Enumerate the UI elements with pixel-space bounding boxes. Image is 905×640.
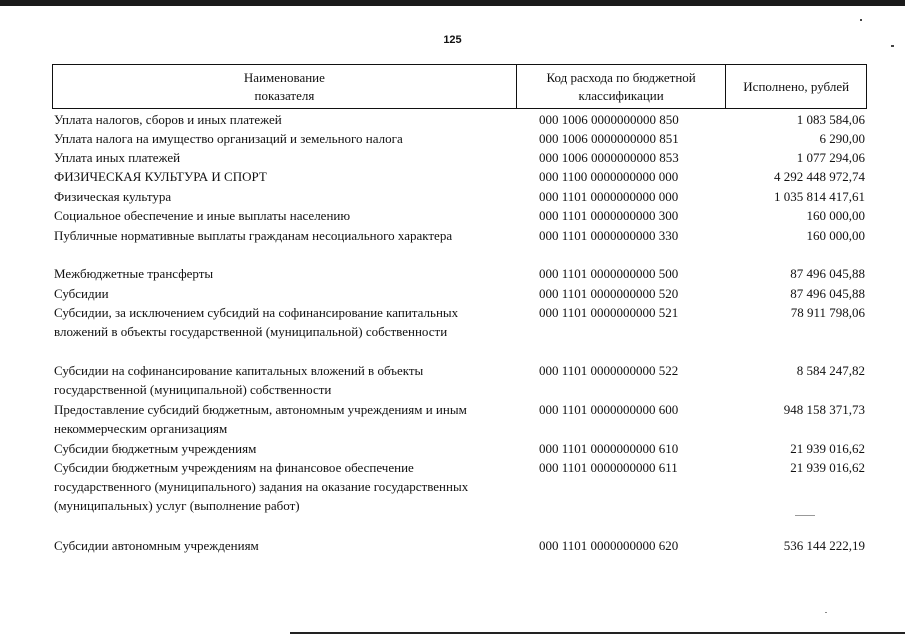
row-name: Субсидии бюджетным учреждениям на финансовое обеспечение государственного (муниципального) задания на оказание государственных (муниципальных) услуг (выполнение работ) — [54, 460, 469, 513]
row-code: 000 1101 0000000000 330 — [539, 228, 679, 243]
row-code: 000 1100 0000000000 000 — [539, 169, 679, 184]
row-name: Публичные нормативные выплаты гражданам несоциального характера — [54, 228, 453, 243]
scan-speck — [860, 19, 862, 21]
row-name: Субсидии, за исключением субсидий на софинансирование капитальных вложений в объекты государственной (муниципальной) собственности — [54, 305, 459, 339]
row-amount: 536 144 222,19 — [783, 538, 865, 553]
row-name: ФИЗИЧЕСКАЯ КУЛЬТУРА И СПОРТ — [54, 169, 267, 184]
row-amount: 160 000,00 — [806, 208, 865, 223]
scan-speck — [825, 612, 827, 613]
row-code: 000 1101 0000000000 620 — [539, 538, 679, 553]
row-amount: 6 290,00 — [819, 131, 865, 146]
row-code: 000 1101 0000000000 000 — [539, 189, 679, 204]
header-name: Наименование показателя — [53, 65, 517, 108]
row-code: 000 1006 0000000000 851 — [539, 131, 679, 146]
header-amount: Исполнено, рублей — [743, 78, 850, 94]
row-name: Физическая культура — [54, 189, 172, 204]
scan-speck — [891, 45, 894, 47]
row-amount: 1 083 584,06 — [796, 112, 865, 127]
row-name: Субсидии — [54, 286, 109, 301]
row-code: 000 1006 0000000000 850 — [539, 112, 679, 127]
header-code: Код расхода по бюджетной классификации — [517, 65, 726, 108]
row-amount: 21 939 016,62 — [790, 460, 865, 475]
row-code: 000 1101 0000000000 520 — [539, 286, 679, 301]
row-amount: 21 939 016,62 — [790, 441, 865, 456]
row-code: 000 1006 0000000000 853 — [539, 150, 679, 165]
row-name: Социальное обеспечение и иные выплаты населению — [54, 208, 351, 223]
row-name: Субсидии автономным учреждениям — [54, 538, 259, 553]
row-amount: 160 000,00 — [806, 228, 865, 243]
row-amount: 78 911 798,06 — [790, 305, 865, 320]
row-amount: 8 584 247,82 — [796, 363, 865, 378]
row-name: Уплата налога на имущество организаций и земельного налога — [54, 131, 403, 146]
row-code: 000 1101 0000000000 522 — [539, 363, 679, 378]
row-name: Предоставление субсидий бюджетным, автономным учреждениям и иным некоммерческим организациям — [54, 402, 467, 436]
row-amount: 4 292 448 972,74 — [774, 169, 865, 184]
row-name: Субсидии бюджетным учреждениям — [54, 441, 257, 456]
scan-bottom-border — [290, 632, 905, 634]
row-amount: 1 035 814 417,61 — [774, 189, 865, 204]
scan-speck — [795, 515, 815, 516]
row-code: 000 1101 0000000000 300 — [539, 208, 679, 223]
row-code: 000 1101 0000000000 500 — [539, 266, 679, 281]
row-name: Субсидии на софинансирование капитальных вложений в объекты государственной (муниципальной) собственности — [54, 363, 424, 397]
table-header — [52, 64, 867, 109]
row-code: 000 1101 0000000000 521 — [539, 305, 679, 320]
row-name: Межбюджетные трансферты — [54, 266, 214, 281]
row-amount: 87 496 045,88 — [790, 286, 865, 301]
row-name: Уплата иных платежей — [54, 150, 181, 165]
row-amount: 948 158 371,73 — [783, 402, 865, 417]
row-code: 000 1101 0000000000 611 — [539, 460, 678, 475]
row-code: 000 1101 0000000000 610 — [539, 441, 679, 456]
row-code: 000 1101 0000000000 600 — [539, 402, 679, 417]
page-number: 125 — [443, 34, 462, 46]
row-amount: 87 496 045,88 — [790, 266, 865, 281]
row-name: Уплата налогов, сборов и иных платежей — [54, 112, 282, 127]
row-amount: 1 077 294,06 — [796, 150, 865, 165]
scan-top-border — [0, 0, 905, 6]
